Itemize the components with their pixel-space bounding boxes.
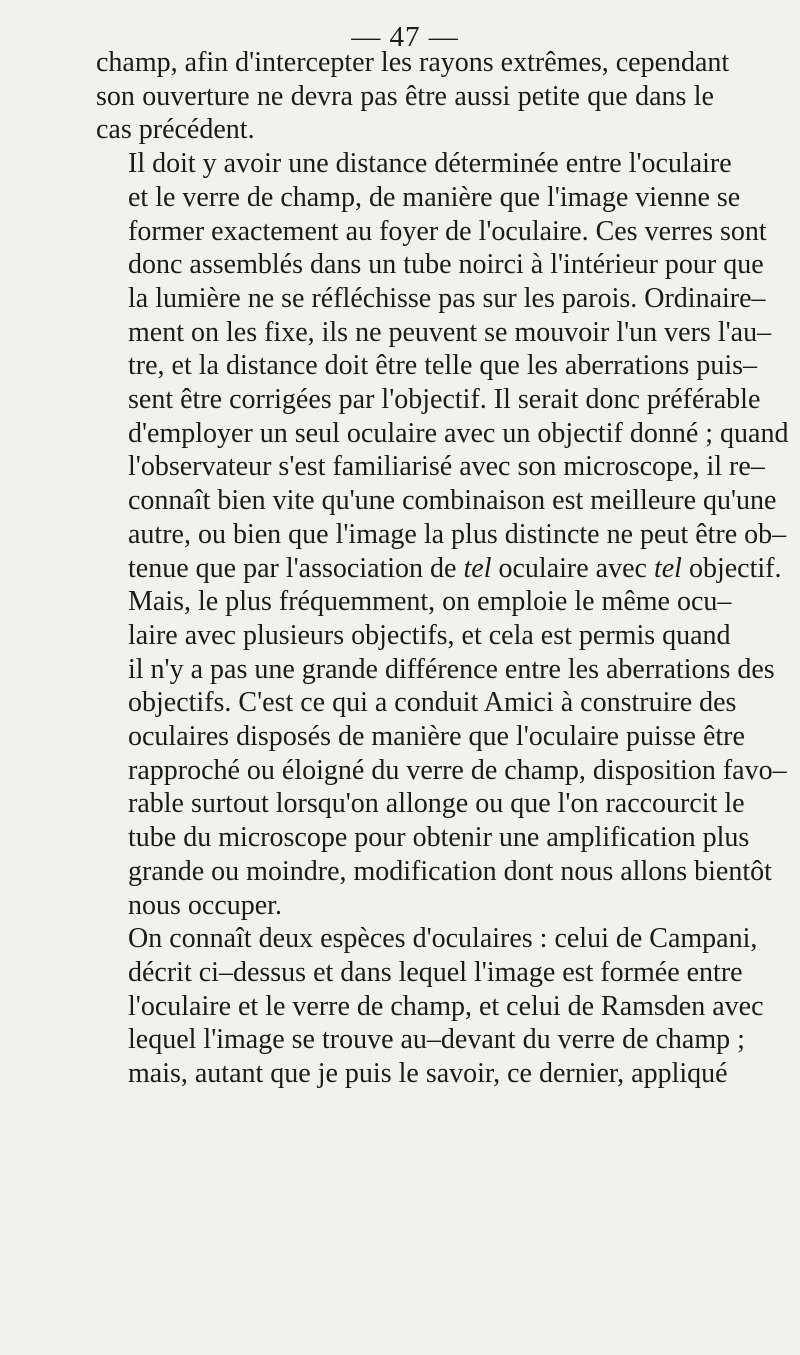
text-line: champ, afin d'intercepter les rayons extrêmes, cependant — [96, 47, 730, 78]
text-line: mais, autant que je puis le savoir, ce dernier, appliqué — [128, 1058, 728, 1090]
text-line: il n'y a pas une grande différence entre les aberrations des — [128, 653, 775, 685]
text-line: tube du microscope pour obtenir une amplification plus — [128, 822, 750, 854]
text-line: sent être corrigées par l'objectif. Il serait donc préférable — [128, 384, 761, 416]
text-line: Il doit y avoir une distance déterminée entre l'oculaire — [128, 148, 732, 180]
text-line: connaît bien vite qu'une combinaison est meilleure qu'une — [128, 485, 777, 517]
text-line: cas précédent. — [96, 114, 255, 146]
text-line: et le verre de champ, de manière que l'image vienne se — [128, 181, 741, 213]
text-line: tre, et la distance doit être telle que les aberrations puis– — [128, 350, 757, 382]
text-line: nous occuper. — [128, 889, 282, 921]
text-line: oculaires disposés de manière que l'oculaire puisse être — [128, 721, 745, 753]
page-number: — 47 — — [351, 21, 459, 53]
text-line: rapproché ou éloigné du verre de champ, disposition favo– — [128, 754, 787, 786]
text-line: On connaît deux espèces d'oculaires : celui de Campani, — [128, 923, 758, 955]
text-line: tenue que par l'association de tel oculaire avec tel objectif. — [128, 552, 782, 584]
text-line: autre, ou bien que l'image la plus distincte ne peut être ob– — [128, 518, 787, 550]
text-line: d'employer un seul oculaire avec un objectif donné ; quand — [128, 417, 789, 449]
text-line: Mais, le plus fréquemment, on emploie le même ocu– — [128, 586, 732, 618]
paragraph — [96, 922, 764, 1091]
text-line: rable surtout lorsqu'on allonge ou que l'on raccourcit le — [128, 788, 745, 820]
text-line: former exactement au foyer de l'oculaire. Ces verres sont — [128, 215, 767, 247]
text-line: objectifs. C'est ce qui a conduit Amici à construire des — [128, 687, 737, 719]
text-line: donc assemblés dans un tube noirci à l'intérieur pour que — [128, 249, 764, 281]
text-line: lequel l'image se trouve au–devant du verre de champ ; — [128, 1024, 745, 1056]
text-line: la lumière ne se réfléchisse pas sur les parois. Ordinaire– — [128, 282, 766, 314]
text-line: laire avec plusieurs objectifs, et cela est permis quand — [128, 619, 731, 651]
text-line: son ouverture ne devra pas être aussi petite que dans le — [96, 80, 714, 112]
text-line: ment on les fixe, ils ne peuvent se mouvoir l'un vers l'au– — [128, 316, 772, 348]
text-line: décrit ci–dessus et dans lequel l'image est formée entre — [128, 956, 743, 988]
paragraph — [96, 46, 730, 147]
text-line: l'observateur s'est familiarisé avec son microscope, il re– — [128, 451, 765, 483]
paragraph — [96, 147, 789, 922]
text-line: grande ou moindre, modification dont nous allons bientôt — [128, 855, 772, 887]
body-text — [96, 46, 789, 1091]
text-line: l'oculaire et le verre de champ, et celui de Ramsden avec — [128, 990, 764, 1022]
